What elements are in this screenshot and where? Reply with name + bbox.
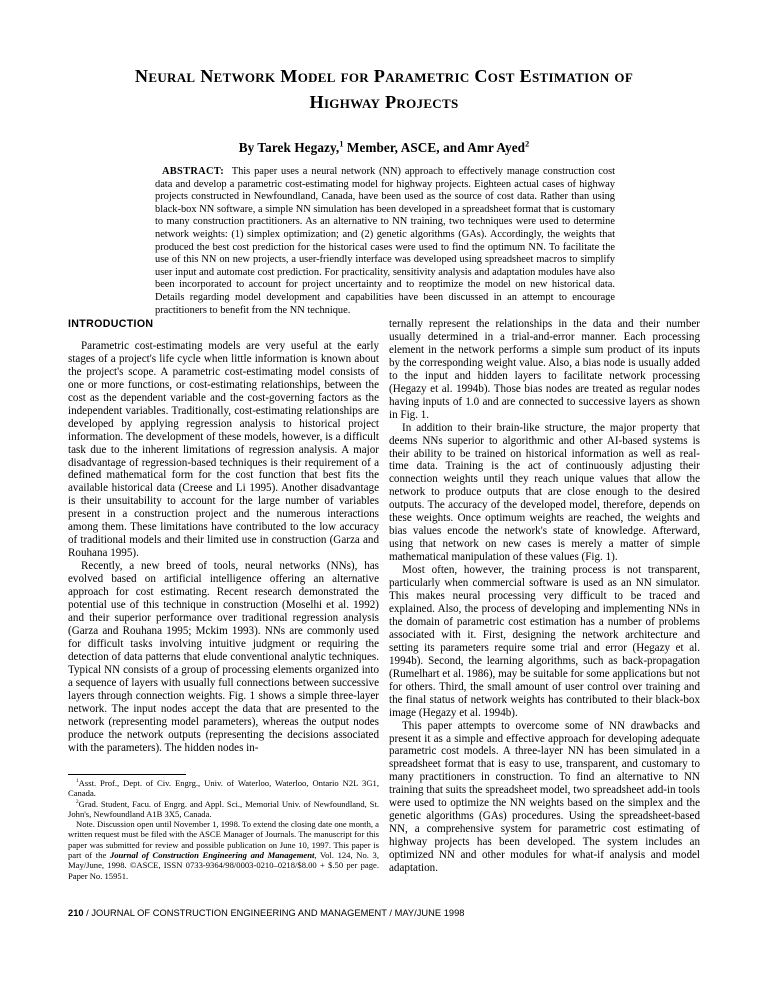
publication-note-part-1: Note. Discussion open until November 1, 1998. To extend the closing date one month, a written request must be filed with the ASCE Manager of Journals. The manuscript for this paper was submitted for review and possible publication on June 10, 1997. This paper is part of the [68,819,379,861]
footnote-marker-1: 1 [76,778,79,785]
footer-page-number: 210 [68,908,84,918]
publication-note-part-2: , Vol. 124, No. 3, May/June, 1998. ©ASCE, ISSN 0733-9364/98/0003-0210–0218/$8.00 + $.50 per page. Paper No. 15951. [68,850,379,881]
footnotes-block [68,774,379,881]
right-paragraph-1-continued: ternally represent the relationships in the data and their number usually determined in a trial-and-error manner. Each processing element in the network performs a simple sum product of its inputs by the corresponding weight value. Also, a bias node is usually added to the input and hidden layers to facilitate network processing (Hegazy et al. 1994b). Those bias nodes are treated as regular nodes having inputs of 1.0 and are connected to successive layers as shown in Fig. 1. [389,318,700,421]
footnote-marker-2: 2 [76,798,79,805]
footnote-1 [68,778,379,799]
byline-footnote-marker-2: 2 [525,139,530,149]
abstract-block [155,166,615,317]
title-block [68,63,700,157]
abstract-label: ABSTRACT: [162,166,224,177]
section-heading-introduction: INTRODUCTION [68,318,154,330]
byline-prefix: By Tarek Hegazy, [238,140,340,155]
left-paragraph-2: Recently, a new breed of tools, neural networks (NNs), has evolved based on artificial intelligence offering an alternative approach for cost estimating. Recent research demonstrated the potential use of this technique in construction (Moselhi et al. 1992) and their superior performance over traditional regression analysis (Garza and Rouhana 1995; Mckim 1993). NNs are commonly used for difficult tasks involving intuitive judgment or requiring the detection of data patterns that elude conventional analytic techniques. Typical NN consists of a group of processing elements organized into a sequence of layers with usually full connections between successive layers through connection weights. Fig. 1 shows a simple three-layer network. The input nodes accept the data that are presented to the network (representing model parameters), whereas the output nodes produce the network outputs (representing the decisions associated with the parameters). The hidden nodes in- [68,560,379,754]
left-paragraph-1: Parametric cost-estimating models are very useful at the early stages of a project's life cycle when little information is known about the project's scope. A parametric cost-estimating model consists of one or more functions, or cost-estimating relationships, between the cost as the dependent variable and the cost-governing factors as the independent variables. Traditionally, cost-estimating relationships are developed by applying regression analysis to historical project information. The development of these models, however, is a difficult task due to the inherent limitations of regression analysis. A major disadvantage of regression-based techniques is their requirement of a defined mathematical form for the cost function that best fits the available historical data (Creese and Li 1995). Another disadvantage is their unsuitability to account for the large number of variables present in a construction project and the numerous interactions among them. These limitations have contributed to the low accuracy of traditional models and their limited use in construction (Garza and Rouhana 1995). [68,339,379,560]
publication-note [68,819,379,881]
right-column [389,318,700,875]
left-column [68,318,379,754]
publication-note-journal: Journal of Construction Engineering and Management [109,850,315,861]
right-paragraph-4: This paper attempts to overcome some of NN drawbacks and present it as a simple and effective approach for developing adequate parametric cost models. A three-layer NN has been simulated in a spreadsheet format that is easy to use, transparent, and customary to many practitioners in construction. To find an alternative to NN training that suits the spreadsheet model, two spreadsheet add-in tools were used to optimize the NN weights based on the simplex and the genetic algorithms (GAs) procedures. Using the spreadsheet-based NN, a comprehensive system for parametric cost estimating of highway projects has been developed. The system includes an optimized NN and other modules for what-if analysis and model adaptation. [389,719,700,875]
abstract-text: This paper uses a neural network (NN) approach to effectively manage construction cost data and develop a parametric cost-estimating model for highway projects. Eighteen actual cases of highway projects constructed in Newfoundland, Canada, have been used as the source of cost data. Rather than using black-box NN software, a simple NN simulation has been developed in a spreadsheet format that is customary to many construction practitioners. As an alternative to NN training, two techniques were used to determine network weights: (1) simplex optimization; and (2) genetic algorithms (GAs). Accordingly, the weights that produced the best cost prediction for the historical cases were used to find the optimum NN. To facilitate the use of this NN on new projects, a user-friendly interface was developed using spreadsheet macros to simplify user input and automate cost prediction. For practicality, sensitivity analysis and adaptation modules have also been incorporated to account for project uncertainty and to reoptimize the model on new historical data. Details regarding model development and capabilities have been discussed in an attempt to encourage practitioners to benefit from the NN technique. [155,166,615,316]
page-title [68,63,700,115]
right-paragraph-3: Most often, however, the training process is not transparent, particularly when commercial software is used as an NN simulator. This makes neural processing very difficult to be traced and explained. Also, the process of developing and implementing NNs in the domain of parametric cost estimation has a number of problems associated with it. First, designing the network architecture and setting its parameters require some trial and error (Hegazy et al. 1994b). Second, the learning algorithms, such as back-propagation (Rumelhart et al. 1986), may be suitable for some applications but not for others. Third, the small amount of user control over training and the final status of network weights has contributed to their black-box image (Hegazy et al. 1994b). [389,564,700,719]
byline-middle: Member, ASCE, and Amr Ayed [343,140,526,155]
paper-title-line-1: Neural Network Model for Parametric Cost Estimation of [134,66,634,86]
byline [68,139,700,157]
footer-journal-title: JOURNAL OF CONSTRUCTION ENGINEERING AND MANAGEMENT / MAY/JUNE 1998 [91,908,465,918]
footnote-1-text: Asst. Prof., Dept. of Civ. Engrg., Univ. of Waterloo, Waterloo, Ontario N2L 3G1, Canada. [68,778,379,799]
right-paragraph-2: In addition to their brain-like structure, the major property that deems NNs superior to algorithmic and other AI-based systems is their ability to be trained on historical information as well as real-time data. Training is the act of continuously adjusting their connection weights until they reach unique values that allow the network to produce outputs that are close enough to the desired outputs. The accuracy of the developed model, therefore, depends on these weights. Once optimum weights are reached, the weights and bias values encode the network's state of knowledge. Afterward, using that network on new cases is merely a matter of simple mathematical manipulation of these values (Fig. 1). [389,421,700,564]
footnote-divider [68,774,186,775]
footnote-2 [68,799,379,820]
byline-footnote-marker-1: 1 [339,139,344,149]
footnote-2-text: Grad. Student, Facu. of Engrg. and Appl. Sci., Memorial Univ. of Newfoundland, St. John's, Newfoundland A1B 3X5, Canada. [68,798,379,819]
paper-title-line-2: Highway Projects [309,92,459,112]
page-footer [68,908,700,918]
footer-separator: / [83,908,92,918]
